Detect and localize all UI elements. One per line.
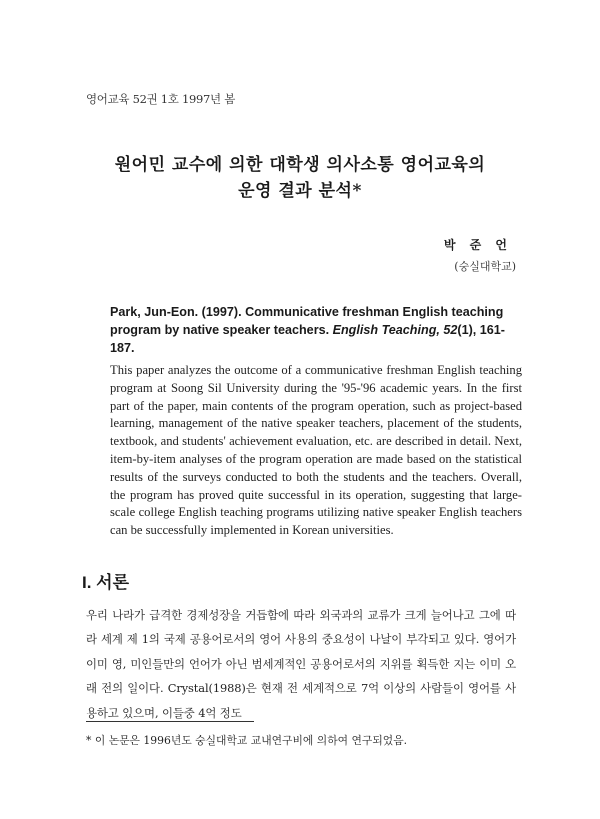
section-heading: I. 서론 bbox=[82, 573, 130, 592]
body-text: 우리 나라가 급격한 경제성장을 거듭함에 따라 외국과의 교류가 크게 늘어나고 그에 따라 세계 제 1의 국제 공용어로서의 영어 사용의 중요성이 나날이 부각되고 있다. 영어가 이미 영, 미인들만의 언어가 아닌 범세계적인 공용어로서의 지위를 획득한 지는 이미 오래 전의 일이다. Crystal(1988)은 현재 전 세계적으로 7억 이상의 사람들이 영어를 사용하고 있으며, 이들중 4억 정도 bbox=[86, 608, 516, 720]
author-name: 박 준 언 bbox=[443, 238, 512, 252]
citation-suffix: (1), 161-187. bbox=[110, 323, 506, 355]
footnote: * 이 논문은 1996년도 숭실대학교 교내연구비에 의하여 연구되었음. bbox=[86, 734, 408, 747]
citation-prefix: Park, Jun-Eon. (1997). Communicative freshman English teaching program by native speaker teachers. bbox=[110, 305, 504, 337]
citation-journal: English Teaching, 52 bbox=[332, 323, 458, 337]
footnote-divider bbox=[86, 721, 254, 722]
journal-info: 영어교육 52권 1호 1997년 봄 bbox=[86, 92, 236, 106]
citation bbox=[110, 303, 522, 357]
abstract: This paper analyzes the outcome of a communicative freshman English teaching program at Soong Sil University during the '95-'96 academic years. In the first part of the paper, main contents of the program operation, such as project-based learning, management of the native speaker teachers, placement of the students, textbook, and students' achievement evaluation, etc. are described in detail. Next, item-by-item analyses of the program operation are made based on the statistical results of the surveys conducted to both the students and the teachers. Overall, the program has proved quite successful in its operation, suggesting that large-scale college English teaching programs utilizing native speaker English teachers can be successfully implemented in Korean universities. bbox=[110, 363, 522, 538]
paper-title-line-1: 원어민 교수에 의한 대학생 의사소통 영어교육의 bbox=[114, 155, 486, 175]
author-affiliation: (숭실대학교) bbox=[454, 260, 516, 273]
paper-title-line-2: 운영 결과 분석* bbox=[238, 181, 362, 201]
